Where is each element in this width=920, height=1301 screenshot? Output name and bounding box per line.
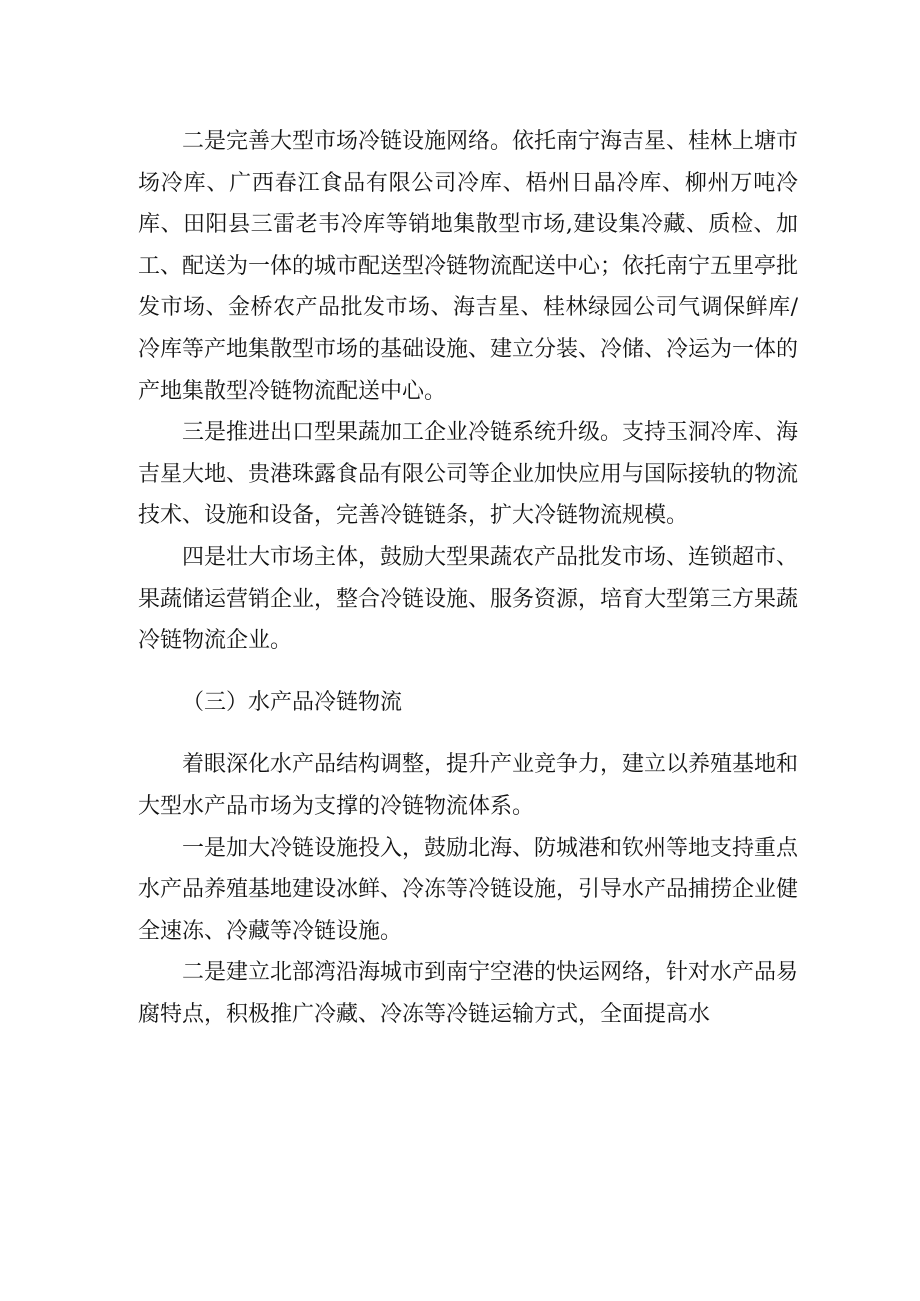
paragraph-aquatic-facilities: 一是加大冷链设施投入，鼓励北海、防城港和钦州等地支持重点水产品养殖基地建设冰鲜、冷冻等冷链设施，引导水产品捕捞企业健全速冻、冷藏等冷链设施。: [138, 835, 799, 944]
document-body: [138, 121, 798, 1035]
paragraph-market-network: 二是完善大型市场冷链设施网络。依托南宁海吉星、桂林上塘市场冷库、广西春江食品有限公司冷库、梧州日晶冷库、柳州万吨冷库、田阳县三雷老韦冷库等销地集散型市场,建设集冷藏、质检、加工、配送为一体的城市配送型冷链物流配送中心；依托南宁五里亭批发市场、金桥农产品批发市场、海吉星、桂林绿园公司气调保鲜库/冷库等产地集散型市场的基础设施、建立分装、冷储、冷运为一体的产地集散型冷链物流配送中心。: [138, 129, 799, 404]
paragraph-export-upgrade: 三是推进出口型果蔬加工企业冷链系统升级。支持玉洞冷库、海吉星大地、贵港珠露食品有限公司等企业加快应用与国际接轨的物流技术、设施和设备，完善冷链链条，扩大冷链物流规模。: [138, 420, 799, 529]
paragraph-aquatic-intro: 着眼深化水产品结构调整，提升产业竞争力，建立以养殖基地和大型水产品市场为支撑的冷链物流体系。: [138, 752, 799, 819]
section-heading: （三）水产品冷链物流: [182, 689, 403, 715]
paragraph-aquatic-express: 二是建立北部湾沿海城市到南宁空港的快运网络，针对水产品易腐特点，积极推广冷藏、冷冻等冷链运输方式，全面提高水: [138, 960, 799, 1027]
paragraph-market-entities: 四是壮大市场主体，鼓励大型果蔬农产品批发市场、连锁超市、果蔬储运营销企业，整合冷链设施、服务资源，培育大型第三方果蔬冷链物流企业。: [138, 544, 799, 654]
